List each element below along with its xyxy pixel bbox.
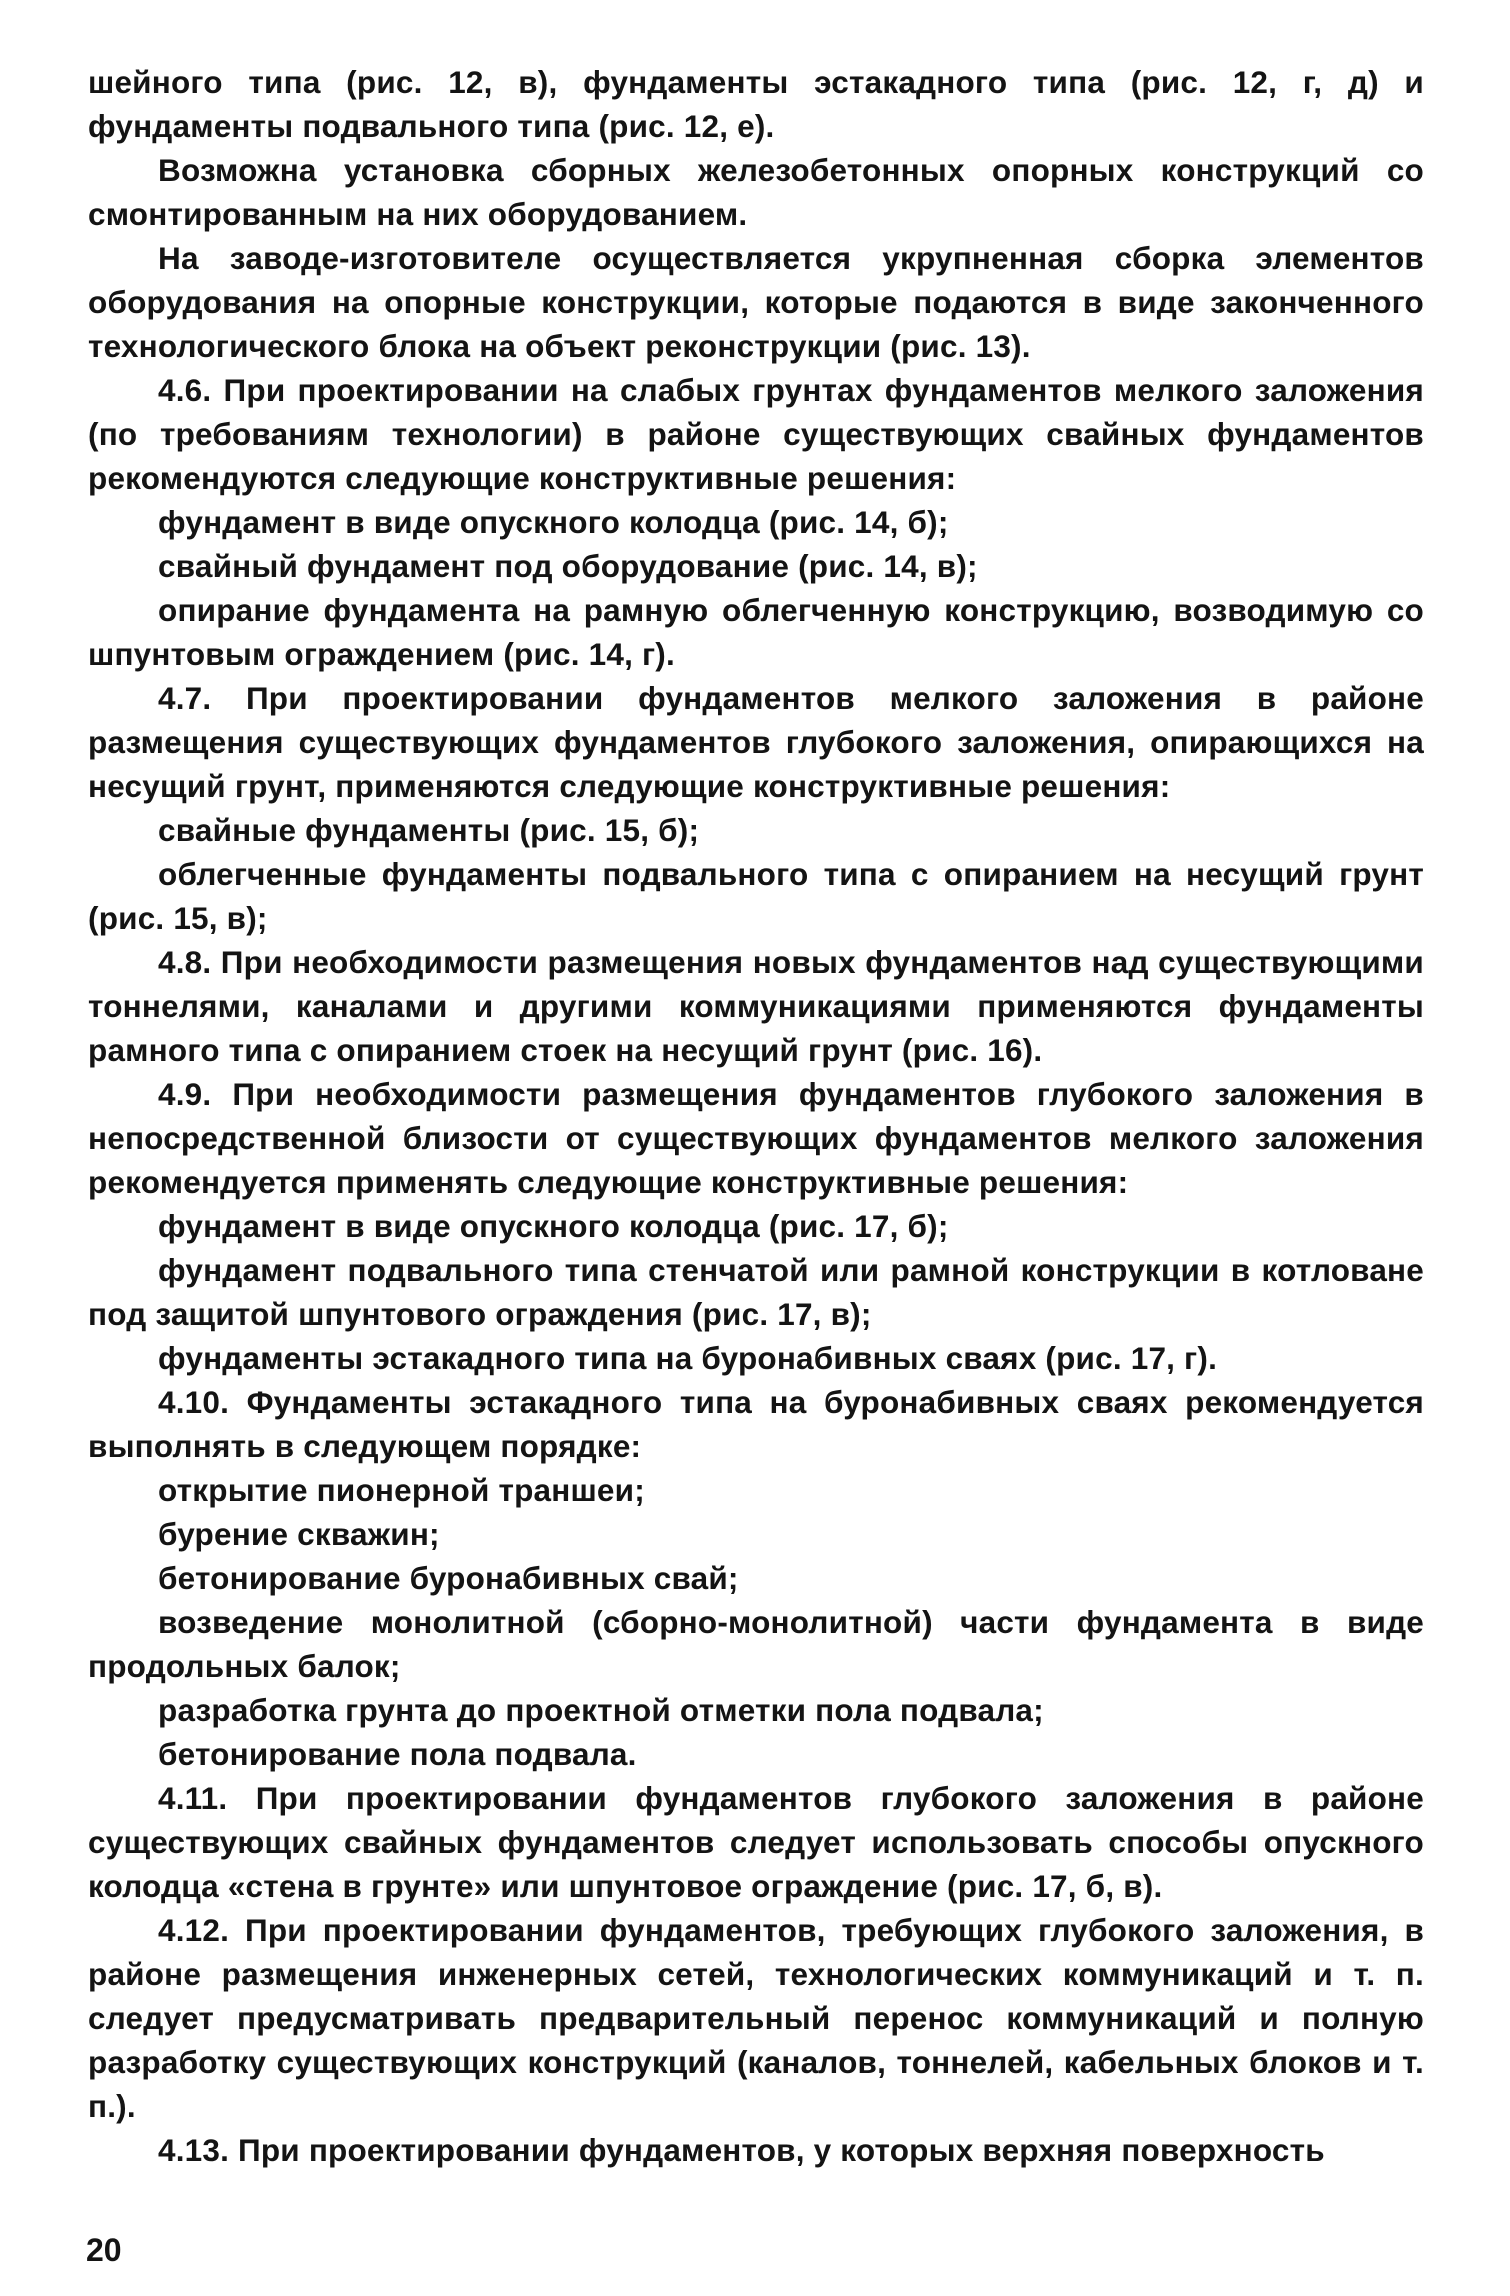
section-text: Фундаменты эстакадного типа на буронабивных сваях рекомендуется выполнять в следующем порядке: <box>88 1384 1425 1464</box>
list-item: разработка грунта до проектной отметки пола подвала; <box>158 1692 1044 1728</box>
section-text: При необходимости размещения новых фундаментов над существующими тоннелями, каналами и другими коммуникациями применяются фундаменты рамного типа с опиранием стоек на несущий грунт (рис. 16). <box>88 944 1424 1068</box>
list-item: возведение монолитной (сборно-монолитной) части фундамента в виде продольных балок; <box>88 1604 1424 1684</box>
section-number: 4.8. <box>158 944 212 980</box>
section-text: При проектировании на слабых грунтах фундаментов мелкого заложения (по требованиям технологии) в районе существующих свайных фундаментов рекомендуются следующие конструктивные решения: <box>88 372 1424 496</box>
section-number: 4.12. <box>158 1912 230 1948</box>
section-text: При необходимости размещения фундаментов глубокого заложения в непосредственной близости от существующих фундаментов мелкого заложения рекомендуется применять следующие конструктивные решения: <box>88 1076 1424 1200</box>
list-item: фундамент подвального типа стенчатой или рамной конструкции в котловане под защитой шпунтового ограждения (рис. 17, в); <box>88 1252 1424 1332</box>
section-number: 4.9. <box>158 1076 212 1112</box>
list-item: свайные фундаменты (рис. 15, б); <box>158 812 700 848</box>
section-text: При проектировании фундаментов, у которых верхняя поверхность <box>238 2132 1325 2168</box>
section-number: 4.11. <box>158 1780 228 1816</box>
section-4-9 <box>88 1072 1424 1204</box>
list-item: бетонирование буронабивных свай; <box>158 1560 739 1596</box>
section-4-13 <box>88 2128 1424 2172</box>
section-text: При проектировании фундаментов глубокого заложения в районе существующих свайных фундаментов следует использовать способы опускного колодца «стена в грунте» или шпунтовое ограждение (рис. 17, б, в). <box>88 1780 1424 1904</box>
paragraph: Возможна установка сборных железобетонных опорных конструкций со смонтированным на них оборудованием. <box>88 152 1424 232</box>
section-4-12 <box>88 1908 1424 2128</box>
section-number: 4.13. <box>158 2132 230 2168</box>
section-4-7 <box>88 676 1424 808</box>
list-item: свайный фундамент под оборудование (рис. 14, в); <box>158 548 978 584</box>
paragraph: На заводе-изготовителе осуществляется укрупненная сборка элементов оборудования на опорные конструкции, которые подаются в виде законченного технологического блока на объект реконструкции (рис. 13). <box>88 240 1424 364</box>
section-text: При проектировании фундаментов мелкого заложения в районе размещения существующих фундаментов глубокого заложения, опирающихся на несущий грунт, применяются следующие конструктивные решения: <box>88 680 1425 804</box>
page-number: 20 <box>86 2232 122 2268</box>
section-4-8 <box>88 940 1424 1072</box>
section-number: 4.10. <box>158 1384 230 1420</box>
section-text: При проектировании фундаментов, требующих глубокого заложения, в районе размещения инженерных сетей, технологических коммуникаций и т. п. следует предусматривать предварительный перенос коммуникаций и полную разработку существующих конструкций (каналов, тоннелей, кабельных блоков и т. п.). <box>88 1912 1425 2124</box>
list-item: бетонирование пола подвала. <box>158 1736 637 1772</box>
section-4-11 <box>88 1776 1424 1908</box>
section-4-6 <box>88 368 1424 500</box>
list-item: фундаменты эстакадного типа на буронабивных сваях (рис. 17, г). <box>158 1340 1218 1376</box>
list-item: фундамент в виде опускного колодца (рис. 14, б); <box>158 504 949 540</box>
list-item: опирание фундамента на рамную облегченную конструкцию, возводимую со шпунтовым ограждением (рис. 14, г). <box>88 592 1424 672</box>
list-item: облегченные фундаменты подвального типа с опиранием на несущий грунт (рис. 15, в); <box>88 856 1424 936</box>
list-item: бурение скважин; <box>158 1516 440 1552</box>
paragraph: шейного типа (рис. 12, в), фундаменты эстакадного типа (рис. 12, г, д) и фундаменты подвального типа (рис. 12, е). <box>88 64 1424 144</box>
document-body <box>88 60 1424 2172</box>
section-number: 4.6. <box>158 372 212 408</box>
list-item: открытие пионерной траншеи; <box>158 1472 645 1508</box>
section-4-10 <box>88 1380 1424 1468</box>
list-item: фундамент в виде опускного колодца (рис. 17, б); <box>158 1208 949 1244</box>
section-number: 4.7. <box>158 680 212 716</box>
